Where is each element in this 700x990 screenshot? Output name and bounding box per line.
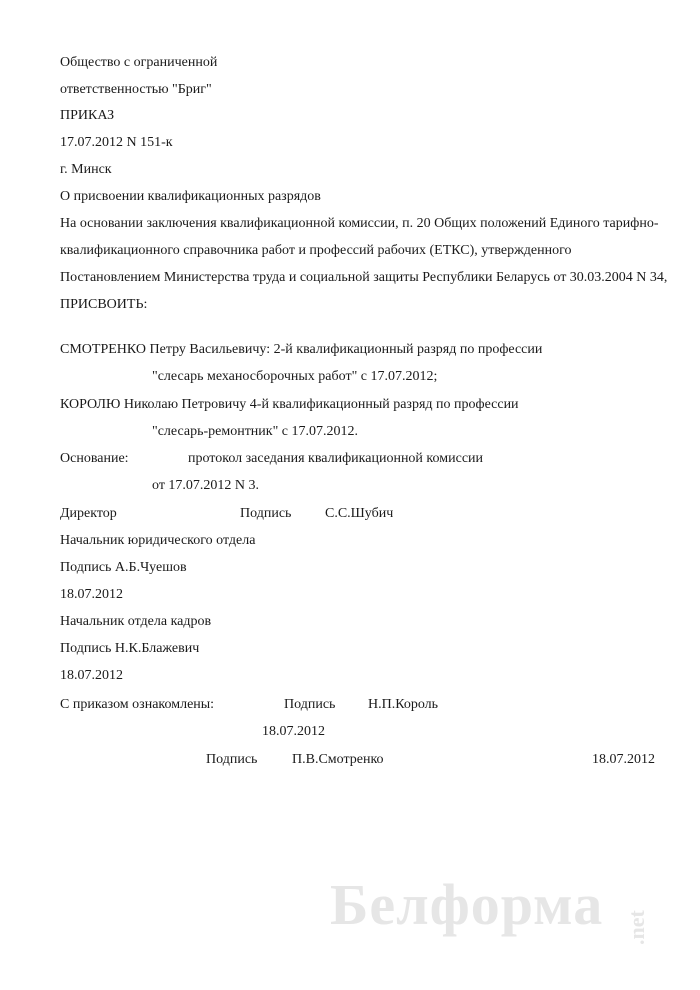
legal-head-date: 18.07.2012	[60, 587, 123, 602]
org-name-line1: Общество с ограниченной	[60, 55, 218, 70]
director-signature: Подпись	[240, 506, 292, 521]
hr-head-date: 18.07.2012	[60, 668, 123, 683]
watermark-logo: Белформа	[330, 872, 604, 937]
acquainted-2-date: 18.07.2012	[592, 752, 655, 767]
acquainted-2-name: П.В.Смотренко	[292, 752, 384, 767]
org-name-line2: ответственностью "Бриг"	[60, 82, 212, 97]
preamble-line3: Постановлением Министерства труда и социальной защиты Республики Беларусь от 30.03.2004 N 34,	[60, 270, 668, 285]
hr-head-title: Начальник отдела кадров	[60, 614, 212, 629]
basis-label: Основание:	[60, 451, 129, 466]
assignment-2-line2: "слесарь-ремонтник" с 17.07.2012.	[152, 424, 359, 439]
hr-head-signature: Подпись Н.К.Блажевич	[60, 641, 200, 656]
order-subject: О присвоении квалификационных разрядов	[60, 189, 321, 204]
acquainted-1-signature: Подпись	[284, 697, 336, 712]
acquainted-1-name: Н.П.Король	[368, 697, 439, 712]
document-type: ПРИКАЗ	[60, 108, 115, 123]
preamble-line1: На основании заключения квалификационной комиссии, п. 20 Общих положений Единого тарифно-	[60, 216, 659, 231]
assignment-2-line1: КОРОЛЮ Николаю Петровичу 4-й квалификационный разряд по профессии	[60, 397, 519, 412]
basis-text-line1: протокол заседания квалификационной комиссии	[188, 451, 484, 466]
acquainted-label: С приказом ознакомлены:	[60, 697, 215, 712]
preamble-line2: квалификационного справочника работ и профессий рабочих (ЕТКС), утвержденного	[60, 243, 572, 258]
director-name: С.С.Шубич	[325, 506, 394, 521]
assignment-1-line1: СМОТРЕНКО Петру Васильевичу: 2-й квалификационный разряд по профессии	[60, 342, 543, 357]
acquainted-2-signature: Подпись	[206, 752, 258, 767]
legal-head-signature: Подпись А.Б.Чуешов	[60, 560, 187, 575]
order-verb: ПРИСВОИТЬ:	[60, 297, 148, 312]
city: г. Минск	[60, 162, 112, 177]
director-title: Директор	[60, 506, 117, 521]
legal-head-title: Начальник юридического отдела	[60, 533, 256, 548]
basis-text-line2: от 17.07.2012 N 3.	[152, 478, 260, 493]
acquainted-1-date: 18.07.2012	[262, 724, 325, 739]
assignment-1-line2: "слесарь механосборочных работ" с 17.07.2012;	[152, 369, 438, 384]
watermark-suffix: .net	[624, 910, 649, 945]
order-date-number: 17.07.2012 N 151-к	[60, 135, 173, 150]
